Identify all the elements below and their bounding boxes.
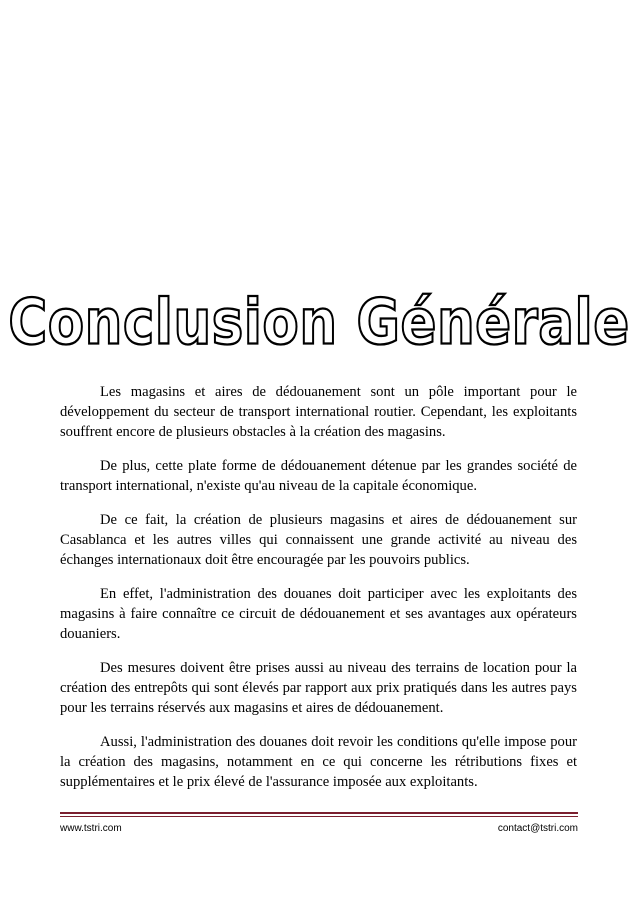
paragraph-5: Des mesures doivent être prises aussi au niveau des terrains de location pour la création des entrepôts qui sont élevés par rapport aux prix pratiqués dans les autres pays pour les terrains réservés aux magasins et aires de dédouanement. [60, 660, 577, 716]
page-footer [60, 822, 578, 836]
footer-divider-thin [60, 816, 578, 817]
footer-divider [60, 812, 578, 814]
paragraph-3: De ce fait, la création de plusieurs magasins et aires de dédouanement sur Casablanca et les autres villes qui connaissent une grande activité au niveau des échanges internationaux doit être encouragée par les pouvoirs publics. [60, 512, 577, 568]
footer-contact-email[interactable]: contact@tstri.com [497, 823, 578, 834]
page-title: Conclusion Générale [8, 286, 630, 359]
footer-website-link[interactable]: www.tstri.com [60, 823, 122, 834]
paragraph-4: En effet, l'administration des douanes doit participer avec les exploitants des magasins à faire connaître ce circuit de dédouanement et ses avantages aux opérateurs douaniers. [60, 586, 577, 642]
paragraph-6: Aussi, l'administration des douanes doit revoir les conditions qu'elle impose pour la création des magasins, notamment en ce qui concerne les rétributions fixes et supplémentaires et le prix élevé de l'assurance imposée aux exploitants. [60, 734, 577, 790]
body-text [60, 382, 577, 806]
paragraph-2: De plus, cette plate forme de dédouanement détenue par les grandes société de transport international, n'existe qu'au niveau de la capitale économique. [60, 458, 577, 494]
paragraph-1: Les magasins et aires de dédouanement sont un pôle important pour le développement du secteur de transport international routier. Cependant, les exploitants souffrent encore de plusieurs obstacles à la création des magasins. [60, 384, 577, 440]
